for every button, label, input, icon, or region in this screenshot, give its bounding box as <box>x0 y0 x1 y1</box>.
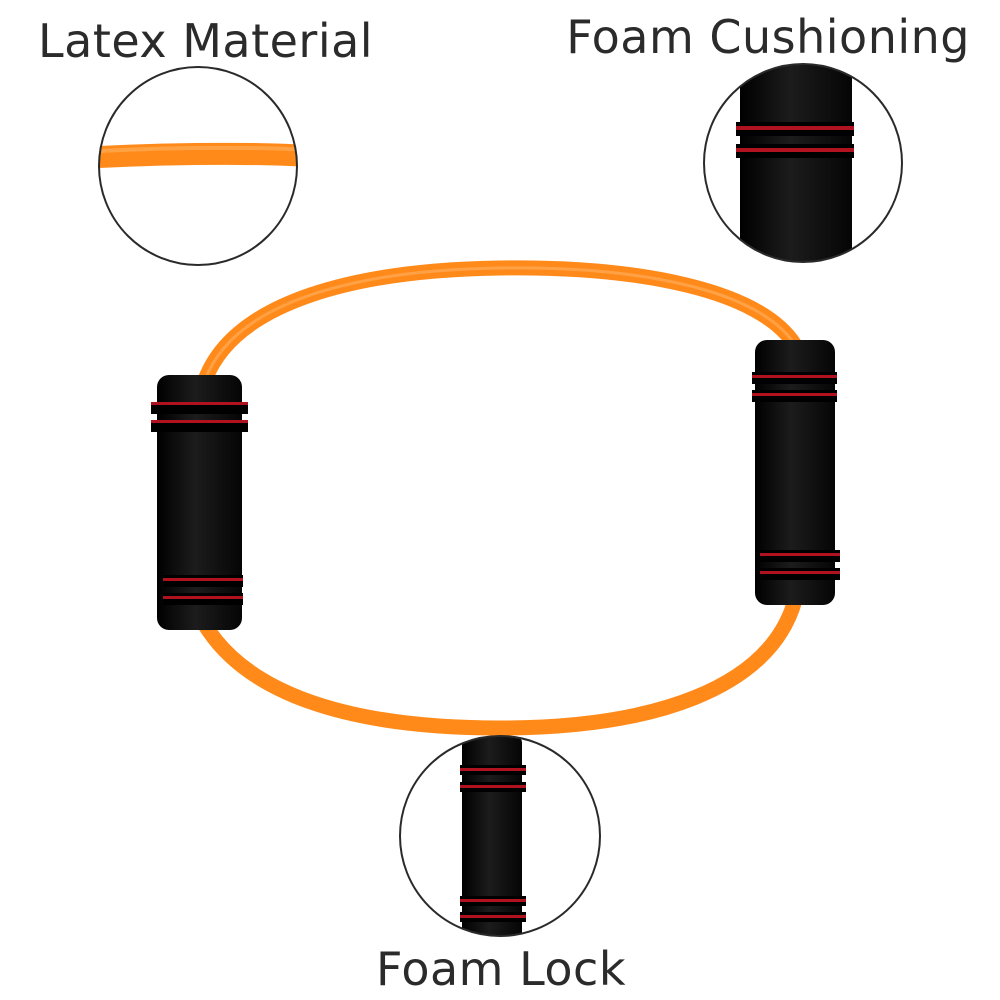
label-foam-lock: Foam Lock <box>376 942 626 996</box>
label-latex-material: Latex Material <box>38 14 374 68</box>
callout-foam-lock-zoom <box>400 735 600 940</box>
callout-foam-cushioning-zoom <box>704 60 902 270</box>
right-foam-handle <box>752 340 840 605</box>
callout-latex-zoom <box>80 67 310 265</box>
latex-band <box>205 268 795 728</box>
label-foam-cushioning: Foam Cushioning <box>566 10 970 64</box>
left-foam-handle <box>151 375 248 630</box>
